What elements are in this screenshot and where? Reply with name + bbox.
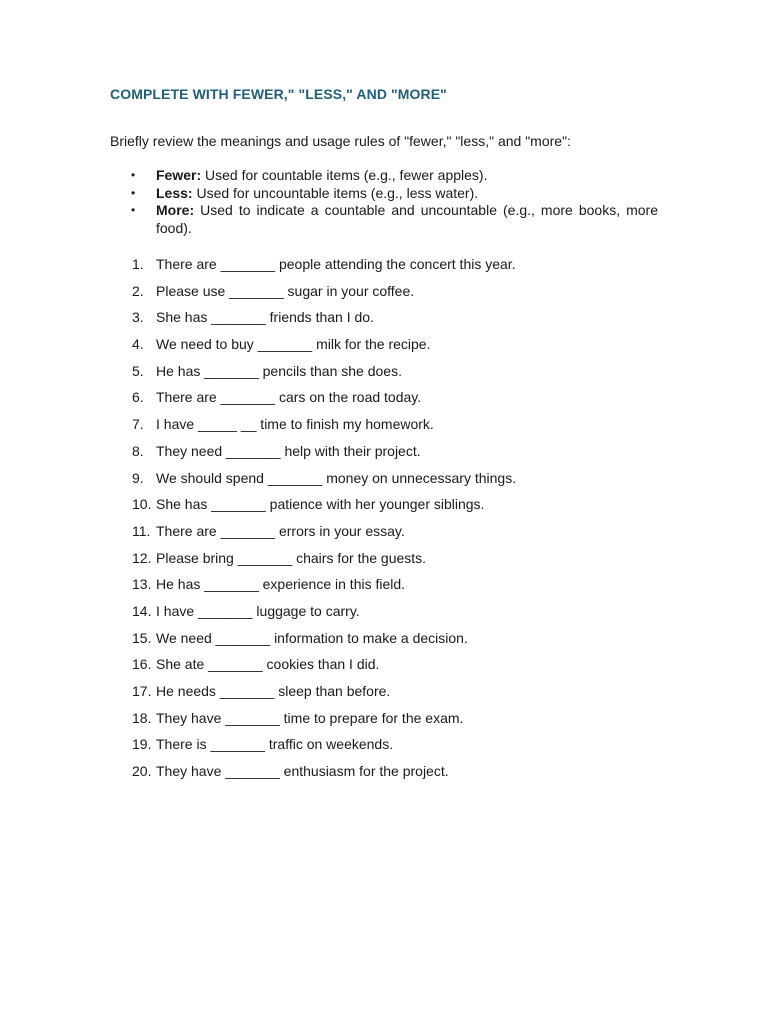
intro-text: Briefly review the meanings and usage rules of "fewer," "less," and "more":	[110, 133, 571, 149]
question-number: 2.	[132, 282, 144, 299]
rule-term: Less:	[156, 184, 193, 201]
question-item	[110, 416, 658, 443]
question-number: 16.	[132, 656, 152, 673]
question-number: 17.	[132, 683, 152, 699]
question-item	[110, 496, 658, 523]
question-text: We need _______ information to make a decision.	[156, 629, 468, 646]
question-text: He has _______ experience in this field.	[156, 576, 406, 593]
question-item	[110, 389, 658, 416]
question-item	[110, 736, 658, 763]
question-text: I have _______ luggage to carry.	[156, 602, 360, 619]
bullet-icon: •	[131, 203, 136, 217]
question-item	[110, 309, 658, 336]
question-text: We should spend _______ money on unnecessary things.	[156, 469, 517, 486]
question-item	[110, 576, 658, 603]
rule-text: Used for uncountable items (e.g., less water).	[192, 184, 479, 201]
question-number: 5.	[132, 362, 144, 379]
question-number: 18.	[132, 709, 152, 726]
question-number: 14.	[132, 602, 152, 619]
question-text: He needs _______ sleep than before.	[156, 683, 391, 699]
question-text: Please bring _______ chairs for the guests.	[156, 549, 427, 566]
question-item	[110, 603, 658, 630]
question-item	[110, 763, 658, 790]
question-number: 10.	[132, 496, 152, 513]
question-item	[110, 710, 658, 737]
question-text: There are _______ cars on the road today.	[156, 389, 422, 406]
question-text: Please use _______ sugar in your coffee.	[156, 282, 415, 299]
question-item	[110, 336, 658, 363]
question-number: 19.	[132, 736, 152, 753]
question-item	[110, 550, 658, 577]
question-text: They have _______ time to prepare for the exam.	[156, 709, 464, 726]
rule-text: Used to indicate a countable and uncountable (e.g., more books, more food).	[156, 202, 658, 236]
question-text: They need _______ help with their project.	[156, 442, 421, 459]
question-text: There are _______ errors in your essay.	[156, 522, 405, 539]
question-item	[110, 470, 658, 497]
question-text: She has _______ friends than I do.	[156, 309, 374, 326]
rule-item-fewer	[110, 167, 658, 185]
worksheet-title: COMPLETE WITH FEWER," "LESS," AND "MORE"	[110, 86, 447, 102]
question-text: She ate _______ cookies than I did.	[156, 656, 380, 673]
question-text: I have _____ __ time to finish my homework.	[156, 416, 434, 433]
question-item	[110, 256, 658, 283]
rule-term: Fewer:	[156, 167, 202, 183]
question-item	[110, 443, 658, 470]
question-item	[110, 363, 658, 390]
question-number: 9.	[132, 469, 144, 486]
question-item	[110, 283, 658, 310]
question-number: 4.	[132, 336, 144, 353]
question-item	[110, 683, 658, 710]
question-text: We need to buy _______ milk for the recipe.	[156, 336, 431, 353]
question-number: 13.	[132, 576, 152, 593]
question-number: 1.	[132, 256, 144, 272]
question-text: They have _______ enthusiasm for the project.	[156, 763, 449, 780]
bullet-icon: •	[131, 185, 136, 200]
question-number: 3.	[132, 309, 144, 326]
rules-list	[110, 167, 658, 237]
question-number: 12.	[132, 549, 152, 566]
question-item	[110, 523, 658, 550]
questions-list	[110, 256, 658, 790]
question-text: There is _______ traffic on weekends.	[156, 736, 394, 753]
rule-item-more	[110, 202, 658, 237]
question-text: He has _______ pencils than she does.	[156, 362, 402, 379]
question-number: 8.	[132, 442, 144, 459]
rule-text: Used for countable items (e.g., fewer apples).	[201, 167, 488, 183]
question-number: 15.	[132, 629, 152, 646]
question-number: 7.	[132, 416, 144, 433]
question-number: 20.	[132, 763, 152, 780]
rule-item-less	[110, 185, 658, 203]
question-number: 11.	[132, 522, 151, 539]
question-item	[110, 630, 658, 657]
question-item	[110, 656, 658, 683]
question-text: There are _______ people attending the concert this year.	[156, 256, 516, 272]
bullet-icon: •	[131, 168, 136, 182]
question-text: She has _______ patience with her younger siblings.	[156, 496, 485, 513]
rule-term: More:	[156, 202, 195, 218]
question-number: 6.	[132, 389, 144, 406]
